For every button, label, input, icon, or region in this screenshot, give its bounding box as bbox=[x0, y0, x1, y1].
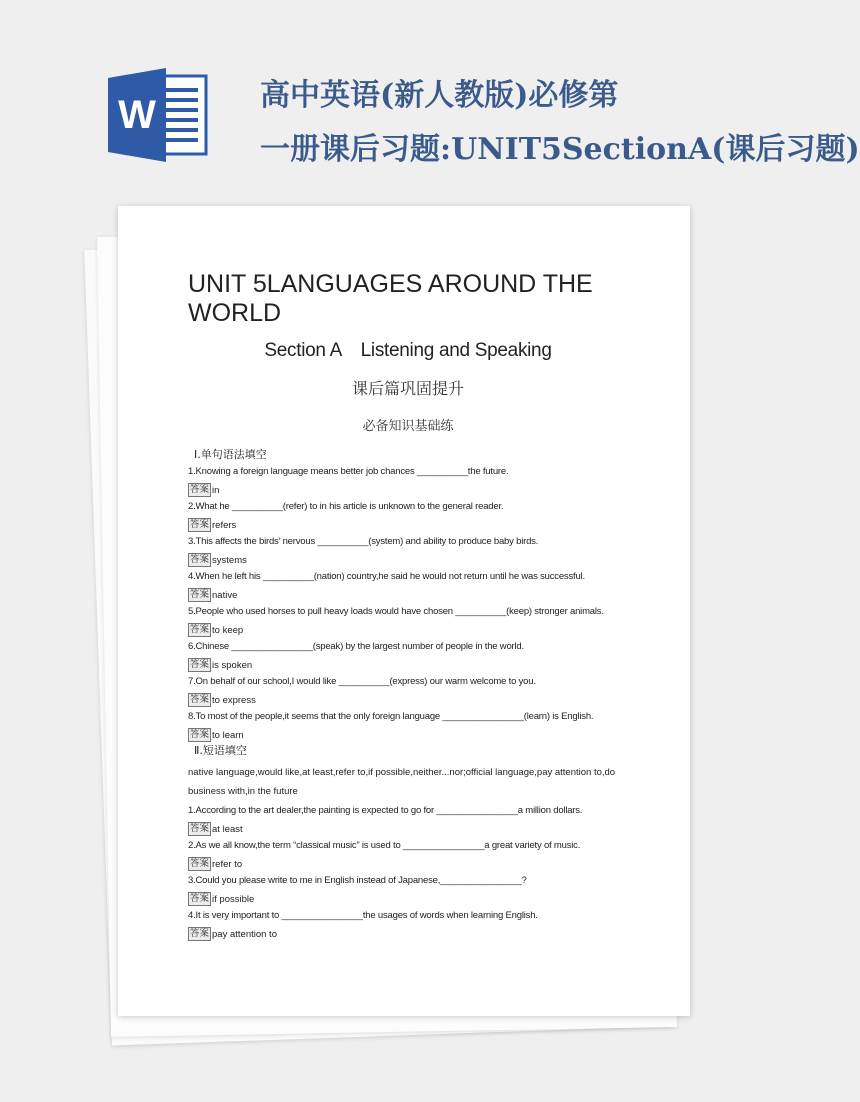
answer-label: 答案 bbox=[190, 694, 210, 705]
answer-row bbox=[188, 927, 628, 941]
part1-heading: Ⅰ.单句语法填空 bbox=[194, 448, 267, 461]
part2-heading: Ⅱ.短语填空 bbox=[194, 744, 247, 757]
answer-label: 答案 bbox=[190, 893, 210, 904]
document-content bbox=[188, 270, 628, 941]
word-bank: native language,would like,at least,refer to,if possible,neither...nor;official language,pay attention to,do business with,in the future bbox=[188, 767, 616, 797]
answer-row bbox=[188, 518, 628, 532]
section-heading: 课后篇巩固提升 bbox=[351, 379, 464, 398]
answer-row bbox=[188, 822, 628, 836]
answer-label: 答案 bbox=[190, 928, 210, 939]
answer-row bbox=[188, 553, 628, 567]
answer-text: to express bbox=[212, 694, 256, 706]
answer-label: 答案 bbox=[190, 484, 210, 495]
answer-text: in bbox=[212, 484, 220, 496]
question: 5.People who used horses to pull heavy loads would have chosen __________(keep) stronger animals. bbox=[188, 606, 604, 617]
header-title-line1: 高中英语(新人教版)必修第 bbox=[260, 78, 619, 113]
word-logo-letter: W bbox=[118, 93, 156, 137]
header-title-line2: 一册课后习题:UNIT5SectionA(课后习题) bbox=[260, 132, 860, 167]
question: 1.Knowing a foreign language means better job chances __________the future. bbox=[188, 466, 509, 477]
answer-row bbox=[188, 693, 628, 707]
answer-label: 答案 bbox=[190, 554, 210, 565]
question: 6.Chinese ________________(speak) by the largest number of people in the world. bbox=[188, 641, 524, 652]
answer-text: systems bbox=[212, 554, 247, 566]
answer-label: 答案 bbox=[190, 519, 210, 530]
question: 4.It is very important to ________________the usages of words when learning English. bbox=[188, 910, 538, 921]
answer-label: 答案 bbox=[190, 624, 210, 635]
question: 1.According to the art dealer,the painting is expected to go for ________________a million dollars. bbox=[188, 805, 583, 816]
answer-row bbox=[188, 892, 628, 906]
answer-row bbox=[188, 588, 628, 602]
question: 3.Could you please write to me in English instead of Japanese,________________? bbox=[188, 875, 527, 886]
answer-row bbox=[188, 728, 628, 742]
answer-label: 答案 bbox=[190, 823, 210, 834]
document-page bbox=[118, 206, 690, 1016]
question: 3.This affects the birds’ nervous __________(system) and ability to produce baby birds. bbox=[188, 536, 539, 547]
doc-subtitle: Section A Listening and Speaking bbox=[264, 340, 552, 361]
answer-text: refer to bbox=[212, 858, 243, 870]
answer-text: is spoken bbox=[212, 659, 253, 671]
question: 2.What he __________(refer) to in his article is unknown to the general reader. bbox=[188, 501, 504, 512]
answer-text: if possible bbox=[212, 893, 255, 905]
answer-row bbox=[188, 623, 628, 637]
answer-text: refers bbox=[212, 519, 237, 531]
question: 4.When he left his __________(nation) country,he said he would not return until he was successful. bbox=[188, 571, 585, 582]
answer-text: at least bbox=[212, 823, 243, 835]
answer-text: pay attention to bbox=[212, 928, 277, 940]
answer-row bbox=[188, 483, 628, 497]
answer-label: 答案 bbox=[190, 858, 210, 869]
word-doc-icon bbox=[108, 68, 208, 162]
question: 2.As we all know,the term “classical music” is used to ________________a great variety of music. bbox=[188, 840, 581, 851]
subsection-heading: 必备知识基础练 bbox=[362, 419, 454, 434]
answer-label: 答案 bbox=[190, 729, 210, 740]
question: 8.To most of the people,it seems that the only foreign language ________________(learn) is English. bbox=[188, 711, 594, 722]
answer-text: to keep bbox=[212, 624, 244, 636]
answer-row bbox=[188, 658, 628, 672]
answer-label: 答案 bbox=[190, 589, 210, 600]
doc-title: UNIT 5LANGUAGES AROUND THE WORLD bbox=[188, 270, 593, 327]
question: 7.On behalf of our school,I would like __________(express) our warm welcome to you. bbox=[188, 676, 536, 687]
answer-text: native bbox=[212, 589, 238, 601]
answer-label: 答案 bbox=[190, 659, 210, 670]
answer-row bbox=[188, 857, 628, 871]
answer-text: to learn bbox=[212, 729, 244, 741]
